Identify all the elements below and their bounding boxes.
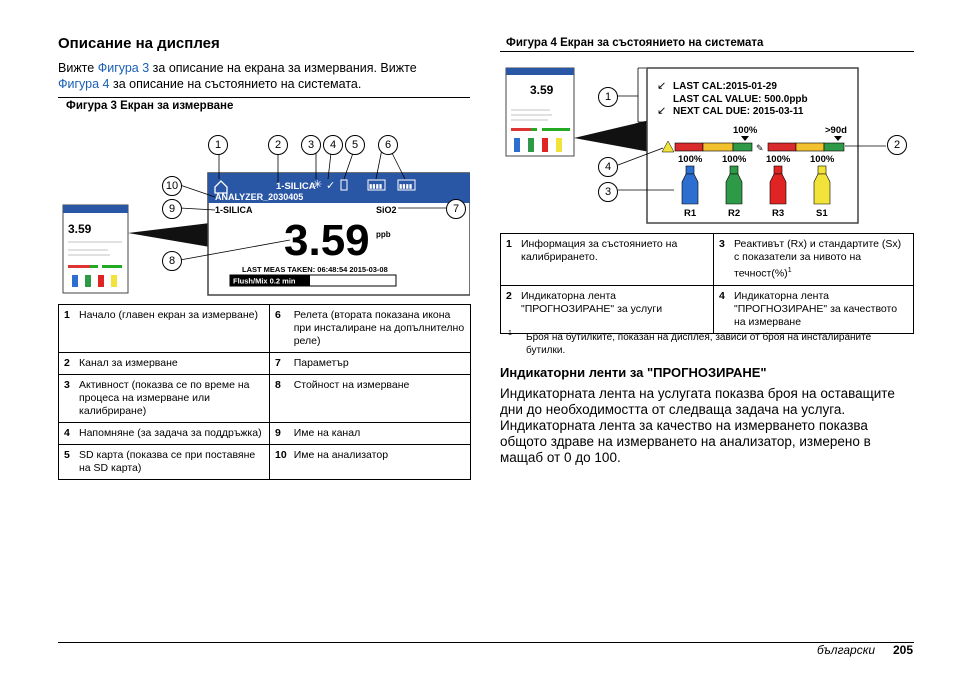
bottle-name: R3 xyxy=(772,208,785,219)
footer-rule xyxy=(58,642,914,643)
svg-text:▮▮▮▮: ▮▮▮▮ xyxy=(399,184,413,190)
figure-4-legend xyxy=(500,233,914,334)
bottle-level-label: 100% xyxy=(678,154,703,165)
status-callout-1: 1 xyxy=(598,87,618,107)
figure-3-link[interactable]: Фигура 3 xyxy=(97,61,150,75)
callout-10: 10 xyxy=(162,176,182,196)
figure-3-caption: Фигура 3 Екран за измерване xyxy=(66,100,234,112)
table-row: 2 Индикаторна лента "ПРОГНОЗИРАНЕ" за услуги 4 Индикаторна лента "ПРОГНОЗИРАНЕ" за качеството на измерване xyxy=(501,285,914,333)
callout-8: 8 xyxy=(162,251,182,271)
intro-text-2: за описание на екрана за измервания. Вижте xyxy=(149,61,417,75)
table-row: 4 Напомняне (за задача за поддръжка) 9 Име на канал xyxy=(59,423,471,445)
analyzer-name: ANALYZER_2030405 xyxy=(215,192,304,202)
table-row: 1 Начало (главен екран за измерване) 6 Релета (втората показана икона при инсталиране на допълнително реле) xyxy=(59,305,471,353)
callout-4: 4 xyxy=(323,135,343,155)
activity-icon xyxy=(313,179,322,191)
bottle xyxy=(770,174,786,204)
bottle xyxy=(682,174,698,204)
bottle xyxy=(814,174,830,204)
table-row: 2 Канал за измерване 7 Параметър xyxy=(59,353,471,375)
status-text: Flush/Mix 0.2 min xyxy=(233,276,296,286)
figure-4-link[interactable]: Фигура 4 xyxy=(58,77,110,91)
measurement-value: 3.59 xyxy=(284,216,370,265)
status-thumbnail xyxy=(506,68,574,156)
cal-icon: ↙ xyxy=(657,80,667,92)
intro-text-3: за описание на състоянието на системата. xyxy=(109,77,362,91)
table-row: 5 SD карта (показва се при поставяне на SD карта) 10 Име на анализатор xyxy=(59,445,471,480)
svg-text:✓: ✓ xyxy=(326,180,336,192)
parameter-name: SiO2 xyxy=(376,205,397,215)
figure-3-legend xyxy=(58,304,471,480)
callout-3: 3 xyxy=(301,135,321,155)
callout-1: 1 xyxy=(208,135,228,155)
caption-rule xyxy=(58,97,470,98)
thumb-value-2: 3.59 xyxy=(530,83,554,97)
intro-text-1: Вижте xyxy=(58,61,98,75)
bottle-name: S1 xyxy=(816,208,828,219)
callout-5: 5 xyxy=(345,135,365,155)
callout-2: 2 xyxy=(268,135,288,155)
callout-6: 6 xyxy=(378,135,398,155)
subheading: Индикаторни ленти за "ПРОГНОЗИРАНЕ" xyxy=(500,365,767,380)
bottle-level-label: 100% xyxy=(766,154,791,165)
channel-title: 1-SILICA xyxy=(276,181,316,192)
last-cal-value: LAST CAL VALUE: 500.0ppb xyxy=(673,94,808,105)
reminder-icon xyxy=(326,180,335,192)
callout-7: 7 xyxy=(446,199,466,219)
intro-paragraph xyxy=(58,60,458,92)
bottle-cap xyxy=(818,166,826,174)
page-number: 205 xyxy=(893,643,914,657)
status-callout-4: 4 xyxy=(598,157,618,177)
bottle-cap xyxy=(774,166,782,174)
status-callout-2: 2 xyxy=(887,135,907,155)
footer-language: български xyxy=(817,643,876,657)
bottle-cap xyxy=(730,166,738,174)
system-status-figure xyxy=(500,62,914,226)
footnote: 1 Броя на бутилките, показан на дисплея, зависи от броя на инсталираните бутилки. xyxy=(508,330,872,356)
bottle-name: R2 xyxy=(728,208,741,219)
bottle xyxy=(726,174,742,204)
measurement-screen-figure xyxy=(58,125,470,300)
caption-rule-2 xyxy=(500,51,914,52)
bottle-level-label: 100% xyxy=(810,154,835,165)
body-paragraph: Индикаторната лента на услугата показва броя на оставащите дни до необходимостта от следваща задача на услуга. Индикаторната лента за качество на измерването показва общото здраве на измерването на анализатор, измерено в мащаб от 0 до 100. xyxy=(500,386,895,465)
last-cal: LAST CAL:2015-01-29 xyxy=(673,81,777,92)
svg-text:✳: ✳ xyxy=(313,179,323,191)
wrench-icon: ✎ xyxy=(756,143,764,153)
bottle-level-label: 100% xyxy=(722,154,747,165)
status-callout-3: 3 xyxy=(598,182,618,202)
table-row: 3 Активност (показва се по време на процеса на измерване или калибриране) 8 Стойност на измерване xyxy=(59,375,471,423)
thumbnail-screen xyxy=(63,205,128,293)
quality-bar-label: 100% xyxy=(733,125,758,136)
last-meas-taken: LAST MEAS TAKEN: 06:48:54 2015-03-08 xyxy=(242,265,388,274)
svg-text:▮▮▮▮: ▮▮▮▮ xyxy=(369,184,383,190)
bottle-cap xyxy=(686,166,694,174)
thumb-value: 3.59 xyxy=(68,222,92,236)
bottle-name: R1 xyxy=(684,208,697,219)
channel-name: 1-SILICA xyxy=(215,205,253,215)
measurement-unit: ppb xyxy=(376,230,391,239)
cal-icon-2: ↙ xyxy=(657,105,667,117)
callout-9: 9 xyxy=(162,199,182,219)
figure-4-caption: Фигура 4 Екран за състоянието на системата xyxy=(506,37,764,49)
section-heading: Описание на дисплея xyxy=(58,35,220,52)
table-row: 1 Информация за състоянието на калибрирането. 3 Реактивът (Rx) и стандартите (Sx) с показатели за нивото на течност(%)$^1$ xyxy=(501,234,914,286)
service-bar-label: >90d xyxy=(825,125,847,136)
next-cal-due: NEXT CAL DUE: 2015-03-11 xyxy=(673,106,804,117)
